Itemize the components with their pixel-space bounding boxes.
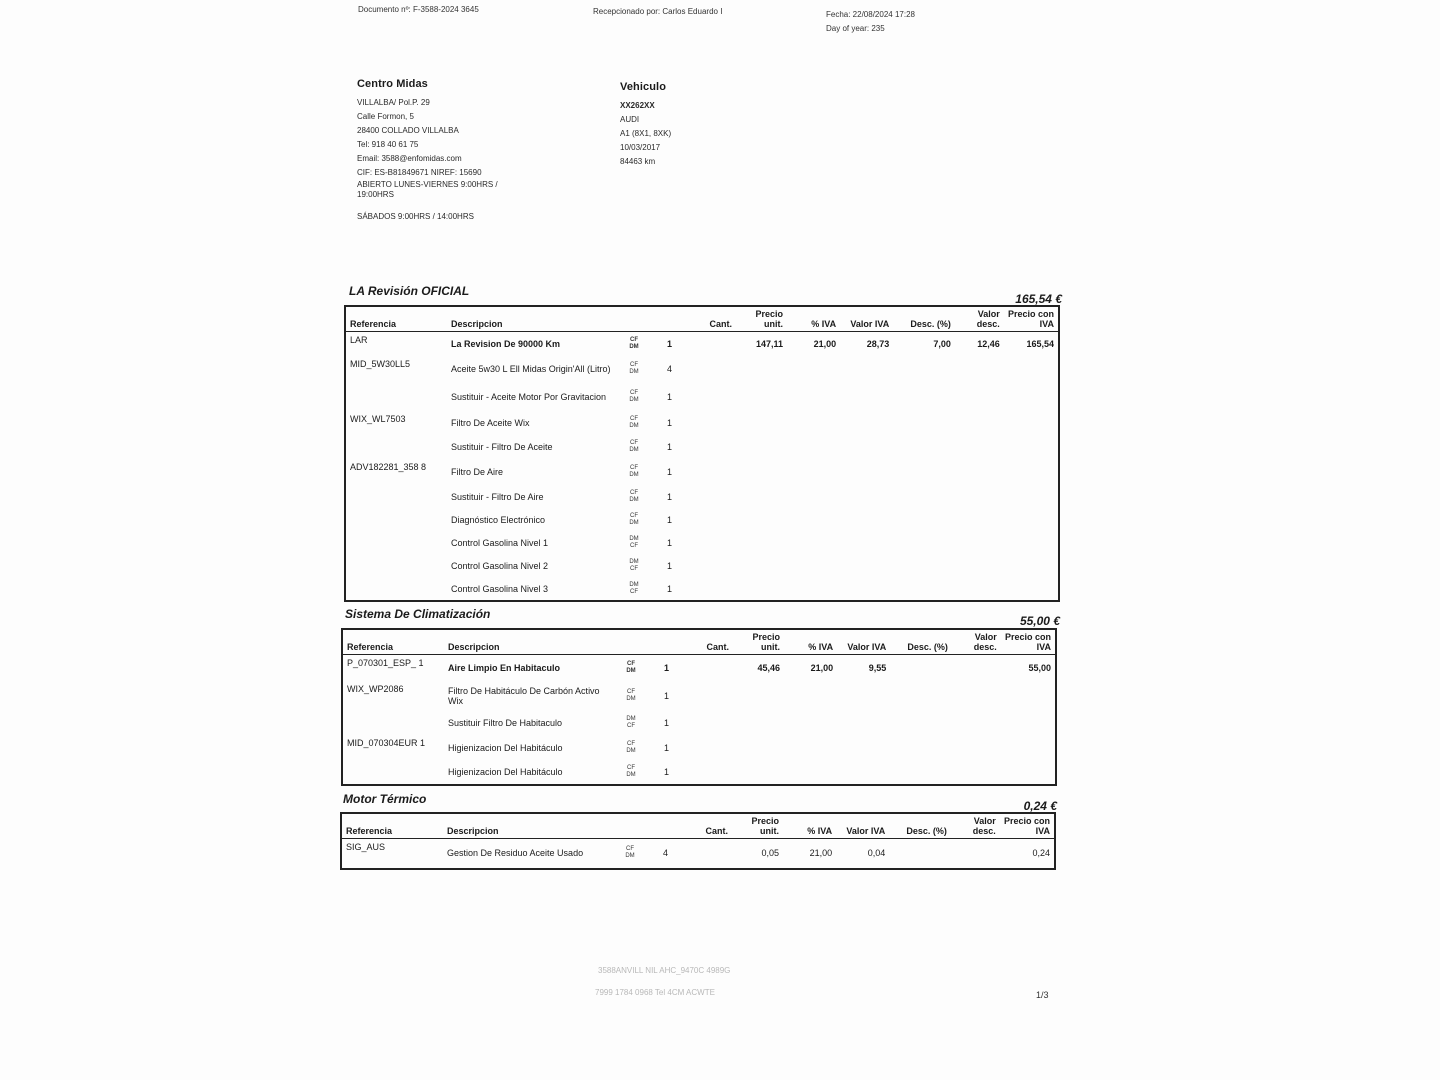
- flag-bottom: DM: [629, 343, 639, 350]
- section-title-revision: LA Revisión OFICIAL: [349, 284, 470, 298]
- document-date: Fecha: 22/08/2024 17:28: [826, 10, 915, 19]
- cell-iva: [787, 578, 840, 601]
- cell-desc-pct: [893, 459, 955, 485]
- cell-flags: [623, 485, 644, 509]
- cell-desc: Diagnóstico Electrónico: [451, 515, 546, 525]
- col-valor-desc: Valor desc.: [952, 629, 1001, 655]
- cell-iva: 21,00: [813, 338, 837, 349]
- table-row: [345, 532, 1059, 555]
- col-iva: % IVA: [784, 629, 837, 655]
- cell-cant: 1: [666, 583, 672, 594]
- col-ref: Referencia: [345, 306, 447, 332]
- cell-precio-iva: [1004, 509, 1059, 532]
- cell-desc: Filtro De Habitáculo De Carbón Activo Wix: [448, 685, 600, 706]
- cell-cant: 1: [666, 441, 672, 452]
- cell-valor-desc: [955, 485, 1004, 509]
- cell-valor-desc: [952, 761, 1001, 785]
- cell-precio-iva: [1001, 711, 1056, 735]
- cell-precio: [736, 509, 787, 532]
- flag-bottom: DM: [629, 422, 639, 429]
- company-cif: CIF: ES-B81849671 NIREF: 15690: [357, 168, 482, 177]
- cell-precio: [733, 735, 784, 761]
- cell-desc-pct: [893, 578, 955, 601]
- cell-desc: Higienizacion Del Habitáculo: [448, 742, 563, 753]
- cell-precio-iva: [1001, 681, 1056, 711]
- cell-desc-pct: [893, 435, 955, 459]
- cell-precio: [736, 383, 787, 411]
- col-valor-desc: Valor desc.: [955, 306, 1004, 332]
- climatizacion-table: [341, 628, 1057, 786]
- cell-flags: [623, 532, 644, 555]
- cell-desc: Sustituir - Filtro De Aire: [451, 491, 544, 502]
- cell-valor-iva: [837, 711, 890, 735]
- cell-desc-pct: [890, 711, 952, 735]
- table-header-row: [341, 813, 1055, 839]
- cell-ref: LAR: [350, 335, 368, 345]
- flag-top: CF: [630, 336, 638, 343]
- cell-precio: [736, 555, 787, 578]
- cell-ref: [345, 578, 447, 601]
- cell-ref: [345, 532, 447, 555]
- cell-cant: 1: [663, 767, 669, 777]
- cell-desc: Control Gasolina Nivel 2: [451, 561, 549, 571]
- cell-valor-desc: [952, 711, 1001, 735]
- cell-precio-iva: [1004, 532, 1059, 555]
- cell-valor-desc: [955, 411, 1004, 435]
- cell-valor-iva: [840, 411, 893, 435]
- flag-bottom: DM: [626, 695, 636, 702]
- flag-bottom: DM: [625, 853, 635, 860]
- cell-flags: [623, 411, 644, 435]
- col-desc: Descripcion: [443, 813, 641, 839]
- flag-bottom: DM: [629, 369, 639, 375]
- cell-precio-iva: [1004, 411, 1059, 435]
- cell-cant: 1: [663, 717, 669, 728]
- company-block: [357, 78, 527, 224]
- flag-top: DM: [629, 536, 639, 542]
- cell-cant: 1: [666, 515, 672, 525]
- flag-top: CF: [627, 660, 635, 667]
- cell-iva: [784, 711, 837, 735]
- cell-ref: SIG_AUS: [346, 842, 386, 852]
- cell-precio-iva: [1001, 735, 1056, 761]
- cell-desc-pct: [893, 383, 955, 411]
- section-total-revision: 165,54 €: [1015, 292, 1062, 306]
- cell-iva: [787, 555, 840, 578]
- company-phone: Tel: 918 40 61 75: [357, 140, 419, 149]
- section-title-motor: Motor Térmico: [343, 792, 427, 806]
- cell-valor-iva: 9,55: [868, 662, 887, 673]
- cell-valor-iva: [840, 578, 893, 601]
- flag-top: DM: [629, 581, 639, 588]
- cell-iva: [787, 356, 840, 383]
- company-hours-saturday: SÁBADOS 9:00HRS / 14:00HRS: [357, 212, 474, 221]
- cell-cant: 1: [663, 662, 669, 673]
- vehicle-model: A1 (8X1, 8XK): [620, 129, 672, 138]
- cell-precio-iva: [1004, 555, 1059, 578]
- table-row: [345, 578, 1059, 601]
- table-row: [342, 761, 1056, 785]
- col-valor-iva: Valor IVA: [836, 813, 889, 839]
- table-row: [342, 711, 1056, 735]
- flag-bottom: CF: [630, 543, 638, 549]
- revision-table-body: [345, 332, 1059, 601]
- cell-ref: [345, 383, 447, 411]
- flag-top: DM: [629, 559, 639, 565]
- cell-precio: 147,11: [755, 338, 783, 349]
- col-desc-pct: Desc. (%): [893, 306, 955, 332]
- table-row: [345, 356, 1059, 383]
- page-number: 1/3: [1036, 990, 1049, 1000]
- cell-precio-iva: 165,54: [1026, 338, 1054, 349]
- vehicle-brand: AUDI: [620, 115, 640, 124]
- table-row: [345, 555, 1059, 578]
- cell-desc: La Revision De 90000 Km: [451, 338, 561, 349]
- cell-ref: MID_070304EUR 1: [347, 737, 426, 748]
- cell-cant: 4: [662, 848, 668, 859]
- table-row: [345, 509, 1059, 532]
- cell-flags: [620, 761, 641, 785]
- cell-precio-iva: [1004, 356, 1059, 383]
- cell-iva: [787, 411, 840, 435]
- flag-bottom: CF: [630, 588, 638, 595]
- company-address-1: VILLALBA/ Pol.P. 29: [357, 98, 430, 107]
- vehicle-date: 10/03/2017: [620, 143, 661, 152]
- col-valor-iva: Valor IVA: [840, 306, 893, 332]
- flag-top: CF: [630, 513, 638, 519]
- cell-valor-desc: [955, 509, 1004, 532]
- cell-valor-iva: 0,04: [867, 848, 886, 859]
- section-title-climatizacion: Sistema De Climatización: [345, 607, 491, 621]
- flag-bottom: DM: [629, 446, 639, 453]
- cell-iva: 21,00: [810, 662, 834, 673]
- cell-valor-desc: [951, 839, 1000, 869]
- vehicle-km: 84463 km: [620, 157, 656, 166]
- cell-cant: 1: [663, 690, 669, 701]
- cell-ref: [342, 711, 444, 735]
- cell-desc: Higienizacion Del Habitáculo: [448, 767, 563, 777]
- document-number: Documento nº: F-3588-2024 3645: [358, 5, 479, 14]
- cell-valor-desc: 12,46: [977, 338, 1000, 349]
- cell-valor-desc: [955, 356, 1004, 383]
- flag-top: CF: [627, 688, 635, 695]
- cell-valor-desc: [955, 383, 1004, 411]
- flag-top: CF: [630, 415, 638, 422]
- col-precio: Precio unit.: [736, 306, 787, 332]
- cell-ref: MID_5W30LL5: [350, 358, 411, 369]
- cell-valor-iva: [840, 509, 893, 532]
- company-email: Email: 3588@enfomidas.com: [357, 154, 462, 163]
- cell-desc-pct: [893, 555, 955, 578]
- vehicle-block: [620, 81, 770, 169]
- cell-valor-iva: [840, 383, 893, 411]
- cell-desc: Filtro De Aceite Wix: [451, 417, 530, 428]
- cell-valor-desc: [952, 655, 1001, 681]
- cell-ref: P_070301_ESP_ 1: [347, 658, 424, 668]
- cell-precio: [736, 411, 787, 435]
- cell-desc: Sustituir Filtro De Habitaculo: [448, 717, 563, 728]
- cell-valor-desc: [955, 459, 1004, 485]
- cell-valor-desc: [955, 435, 1004, 459]
- table-row: [342, 681, 1056, 711]
- climatizacion-table-body: [342, 655, 1056, 785]
- flag-top: CF: [627, 765, 635, 771]
- cell-valor-desc: [955, 532, 1004, 555]
- cell-iva: [787, 435, 840, 459]
- table-header-row: [345, 306, 1059, 332]
- flag-bottom: DM: [629, 471, 639, 478]
- cell-precio-iva: 0,24: [1032, 848, 1050, 859]
- flag-top: CF: [626, 846, 634, 853]
- cell-desc-pct: [890, 761, 952, 785]
- col-cant: Cant.: [645, 306, 736, 332]
- company-address-3: 28400 COLLADO VILLALBA: [357, 126, 459, 135]
- col-desc-pct: Desc. (%): [890, 629, 952, 655]
- flag-bottom: DM: [626, 772, 636, 778]
- cell-precio-iva: 55,00: [1028, 662, 1051, 673]
- company-hours-weekday: ABIERTO LUNES-VIERNES 9:00HRS / 19:00HRS: [357, 180, 498, 199]
- col-precio: Precio unit.: [733, 629, 784, 655]
- section-total-climatizacion: 55,00 €: [1019, 614, 1060, 628]
- flag-top: CF: [630, 389, 638, 396]
- cell-valor-iva: [840, 435, 893, 459]
- motor-table: [340, 812, 1056, 870]
- cell-flags: [623, 459, 644, 485]
- cell-desc-pct: [893, 485, 955, 509]
- cell-valor-iva: [837, 735, 890, 761]
- cell-flags: [623, 435, 644, 459]
- flag-top: DM: [626, 715, 636, 722]
- flag-bottom: CF: [627, 722, 635, 729]
- day-of-year: Day of year: 235: [826, 24, 885, 33]
- cell-iva: [787, 532, 840, 555]
- col-cant: Cant.: [641, 813, 732, 839]
- table-row: [345, 459, 1059, 485]
- motor-table-body: [341, 839, 1055, 869]
- cell-flags: [619, 839, 640, 869]
- cell-cant: 1: [666, 561, 672, 571]
- cell-precio-iva: [1001, 761, 1056, 785]
- cell-precio-iva: [1004, 578, 1059, 601]
- table-row: [341, 839, 1055, 869]
- col-desc-pct: Desc. (%): [889, 813, 951, 839]
- cell-desc-pct: [893, 532, 955, 555]
- cell-valor-iva: [840, 485, 893, 509]
- col-ref: Referencia: [341, 813, 443, 839]
- cell-precio: [736, 578, 787, 601]
- cell-flags: [623, 332, 644, 356]
- table-row: [342, 735, 1056, 761]
- received-by: Recepcionado por: Carlos Eduardo I: [593, 7, 723, 16]
- footer-line-1: 3588ANVILL NIL AHC_9470C 4989G: [598, 966, 731, 975]
- cell-ref: [345, 485, 447, 509]
- table-row: [345, 435, 1059, 459]
- cell-desc: Control Gasolina Nivel 3: [451, 583, 549, 594]
- cell-ref: [345, 435, 447, 459]
- vehicle-title: Vehiculo: [620, 81, 667, 93]
- cell-precio: 45,46: [757, 662, 780, 673]
- col-precio-iva: Precio con IVA: [1004, 306, 1059, 332]
- col-cant: Cant.: [642, 629, 733, 655]
- col-precio-iva: Precio con IVA: [1000, 813, 1055, 839]
- cell-cant: 1: [666, 417, 672, 428]
- flag-top: CF: [630, 439, 638, 446]
- revision-table: [344, 305, 1060, 602]
- cell-valor-desc: [952, 681, 1001, 711]
- cell-cant: 1: [666, 338, 672, 349]
- cell-ref: ADV182281_358 8: [350, 461, 427, 472]
- table-row: [342, 655, 1056, 681]
- cell-precio: [736, 459, 787, 485]
- cell-precio-iva: [1004, 435, 1059, 459]
- cell-precio-iva: [1004, 383, 1059, 411]
- flag-top: CF: [630, 464, 638, 471]
- table-row: [345, 383, 1059, 411]
- cell-flags: [623, 509, 644, 532]
- col-ref: Referencia: [342, 629, 444, 655]
- cell-flags: [620, 655, 641, 681]
- cell-precio-iva: [1004, 485, 1059, 509]
- cell-flags: [620, 681, 641, 711]
- cell-iva: [787, 383, 840, 411]
- cell-desc-pct: [890, 655, 952, 681]
- col-precio: Precio unit.: [732, 813, 783, 839]
- col-valor-desc: Valor desc.: [951, 813, 1000, 839]
- flag-bottom: DM: [626, 747, 636, 754]
- table-row: [345, 485, 1059, 509]
- cell-valor-desc: [952, 735, 1001, 761]
- cell-desc-pct: [893, 356, 955, 383]
- cell-flags: [623, 383, 644, 411]
- cell-desc: Control Gasolina Nivel 1: [451, 538, 549, 548]
- flag-bottom: DM: [629, 396, 639, 403]
- table-row: [345, 332, 1059, 356]
- cell-desc: Filtro De Aire: [451, 466, 504, 477]
- cell-desc-pct: [889, 839, 951, 869]
- col-precio-iva: Precio con IVA: [1001, 629, 1056, 655]
- vehicle-plate: XX262XX: [620, 101, 655, 110]
- cell-precio: [736, 435, 787, 459]
- company-name: Centro Midas: [357, 78, 428, 90]
- col-desc: Descripcion: [444, 629, 642, 655]
- cell-precio: [736, 532, 787, 555]
- cell-ref: WIX_WP2086: [347, 683, 404, 694]
- cell-flags: [620, 735, 641, 761]
- cell-desc-pct: [890, 735, 952, 761]
- cell-iva: [787, 459, 840, 485]
- cell-desc-pct: [890, 681, 952, 711]
- footer-line-2: 7999 1784 0968 Tel 4CM ACWTE: [595, 988, 715, 997]
- cell-desc: Sustituir - Filtro De Aceite: [451, 441, 553, 452]
- cell-iva: [784, 761, 837, 785]
- cell-valor-iva: [840, 356, 893, 383]
- cell-cant: 1: [666, 491, 672, 502]
- cell-iva: [784, 735, 837, 761]
- cell-cant: 1: [666, 466, 672, 477]
- flag-bottom: DM: [629, 520, 639, 526]
- cell-ref: [345, 509, 447, 532]
- cell-precio: [736, 485, 787, 509]
- cell-precio: [736, 356, 787, 383]
- flag-bottom: DM: [626, 667, 636, 674]
- cell-flags: [623, 555, 644, 578]
- col-iva: % IVA: [783, 813, 836, 839]
- cell-valor-iva: [837, 681, 890, 711]
- section-total-motor: 0,24 €: [1023, 799, 1057, 813]
- flag-bottom: CF: [630, 566, 638, 572]
- cell-cant: 1: [666, 538, 672, 548]
- flag-bottom: DM: [629, 496, 639, 503]
- cell-iva: 21,00: [809, 848, 833, 859]
- flag-top: CF: [627, 740, 635, 747]
- cell-precio: [733, 761, 784, 785]
- cell-desc-pct: 7,00: [933, 338, 951, 349]
- cell-desc-pct: [893, 509, 955, 532]
- cell-desc-pct: [893, 411, 955, 435]
- cell-desc: Aire Limpio En Habitaculo: [448, 662, 561, 673]
- cell-valor-iva: [840, 555, 893, 578]
- cell-cant: 1: [666, 391, 672, 402]
- cell-valor-desc: [955, 555, 1004, 578]
- cell-flags: [623, 578, 644, 601]
- cell-precio-iva: [1004, 459, 1059, 485]
- cell-precio: 0,05: [761, 848, 779, 859]
- cell-flags: [620, 711, 641, 735]
- cell-cant: 4: [666, 364, 672, 374]
- cell-ref: [345, 555, 447, 578]
- flag-top: CF: [630, 362, 638, 368]
- cell-desc: Gestion De Residuo Aceite Usado: [447, 848, 584, 859]
- table-header-row: [342, 629, 1056, 655]
- cell-desc: Sustituir - Aceite Motor Por Gravitacion: [451, 391, 607, 402]
- cell-valor-iva: [840, 532, 893, 555]
- table-row: [345, 411, 1059, 435]
- cell-precio: [733, 711, 784, 735]
- cell-ref: WIX_WL7503: [350, 413, 406, 424]
- cell-iva: [787, 485, 840, 509]
- cell-desc: Aceite 5w30 L Ell Midas Origin'All (Litro): [451, 364, 611, 374]
- cell-iva: [787, 509, 840, 532]
- cell-valor-iva: 28,73: [866, 338, 890, 349]
- cell-valor-iva: [840, 459, 893, 485]
- cell-cant: 1: [663, 742, 669, 753]
- flag-top: CF: [630, 489, 638, 496]
- cell-precio: [733, 681, 784, 711]
- company-address-2: Calle Formon, 5: [357, 112, 414, 121]
- col-valor-iva: Valor IVA: [837, 629, 890, 655]
- col-desc: Descripcion: [447, 306, 645, 332]
- cell-iva: [784, 681, 837, 711]
- cell-flags: [623, 356, 644, 383]
- cell-valor-iva: [837, 761, 890, 785]
- col-iva: % IVA: [787, 306, 840, 332]
- cell-valor-desc: [955, 578, 1004, 601]
- cell-ref: [342, 761, 444, 785]
